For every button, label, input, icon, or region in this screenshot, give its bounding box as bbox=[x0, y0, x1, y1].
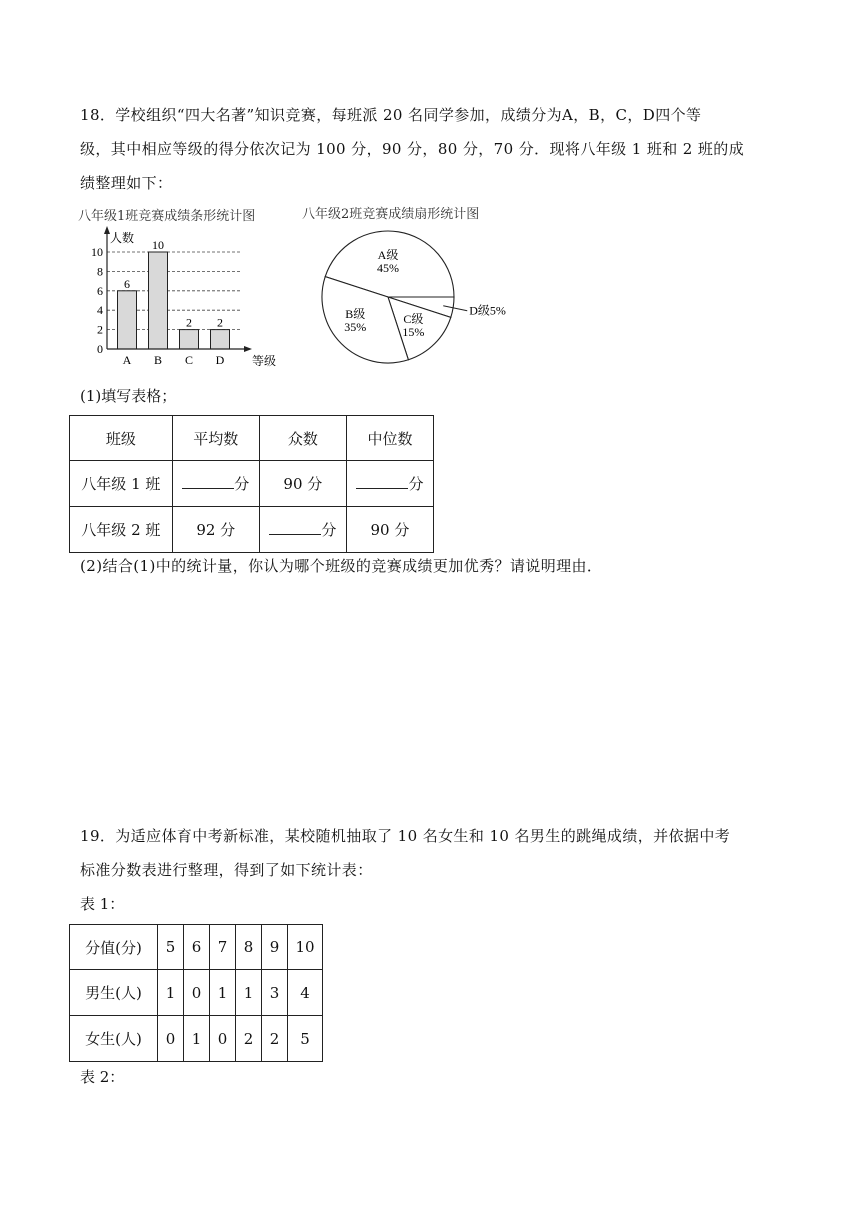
q19-table2-label: 表 2： bbox=[80, 1068, 125, 1086]
y-tick-label: 6 bbox=[97, 283, 103, 298]
q18-th-median: 中位数 bbox=[346, 416, 433, 461]
q18-row2-mean: 92 分 bbox=[172, 507, 259, 553]
table-row bbox=[70, 970, 323, 1016]
q19-header-cell: 6 bbox=[184, 925, 210, 970]
q18-table bbox=[69, 415, 434, 553]
answer-blank[interactable] bbox=[182, 474, 234, 489]
table-row bbox=[70, 507, 434, 553]
q19-stem bbox=[80, 819, 790, 887]
y-tick-label: 8 bbox=[97, 264, 103, 279]
pie-chart-caption: 八年级2班竞赛成绩扇形统计图 bbox=[302, 207, 480, 222]
q18-table-header-row bbox=[70, 416, 434, 461]
q19-cell: 5 bbox=[288, 1016, 323, 1062]
y-tick-label: 4 bbox=[97, 303, 103, 318]
q19-cell: 1 bbox=[236, 970, 262, 1016]
table-row bbox=[70, 461, 434, 507]
pie-label-grade: A级 bbox=[377, 248, 399, 262]
q19-table1 bbox=[69, 924, 323, 1062]
q19-header-label: 分值(分) bbox=[70, 925, 158, 970]
x-axis-label: 等级 bbox=[252, 354, 277, 368]
q18-part1: (1)填写表格； bbox=[80, 387, 177, 405]
x-tick-label: C bbox=[184, 353, 194, 367]
unit-label: 分 bbox=[321, 521, 337, 539]
q18-row2-median: 90 分 bbox=[346, 507, 433, 553]
q19-line-1: 19．为适应体育中考新标准，某校随机抽取了 10 名女生和 10 名男生的跳绳成绩，并依据中考 bbox=[80, 827, 731, 845]
q19-cell: 0 bbox=[158, 1016, 184, 1062]
bar-B bbox=[149, 252, 168, 349]
answer-blank[interactable] bbox=[269, 520, 321, 535]
table-row bbox=[70, 925, 323, 970]
pie-label-outside: D级5% bbox=[469, 303, 506, 318]
q18-line-1: 18．学校组织“四大名著”知识竞赛，每班派 20 名同学参加，成绩分为A，B，C，D四个等 bbox=[80, 106, 702, 124]
q18-th-class: 班级 bbox=[70, 416, 173, 461]
q19-cell: 1 bbox=[184, 1016, 210, 1062]
pie-label-pct: 15% bbox=[402, 325, 425, 340]
q18-row1-class: 八年级 1 班 bbox=[70, 461, 173, 507]
q19-row-label: 男生(人) bbox=[70, 970, 158, 1016]
q18-th-mode: 众数 bbox=[259, 416, 346, 461]
q18-stem bbox=[80, 98, 790, 200]
answer-blank[interactable] bbox=[356, 474, 408, 489]
q19-cell: 1 bbox=[210, 970, 236, 1016]
y-tick-label: 2 bbox=[97, 322, 103, 337]
bar-value-label: 2 bbox=[186, 315, 192, 330]
x-tick-label: D bbox=[215, 353, 225, 367]
q18-row2-mode[interactable] bbox=[259, 507, 346, 553]
q19-cell: 0 bbox=[210, 1016, 236, 1062]
q19-line-2: 标准分数表进行整理，得到了如下统计表： bbox=[80, 861, 373, 879]
q18-row1-mean[interactable] bbox=[172, 461, 259, 507]
q19-header-cell: 5 bbox=[158, 925, 184, 970]
q19-header-cell: 10 bbox=[288, 925, 323, 970]
q19-cell: 2 bbox=[262, 1016, 288, 1062]
q19-header-cell: 7 bbox=[210, 925, 236, 970]
pie-label-pct: 45% bbox=[377, 261, 399, 275]
table-row bbox=[70, 1016, 323, 1062]
unit-label: 分 bbox=[234, 475, 250, 493]
q19-header-cell: 9 bbox=[262, 925, 288, 970]
q18-row1-median[interactable] bbox=[346, 461, 433, 507]
q19-cell: 0 bbox=[184, 970, 210, 1016]
bar-A bbox=[118, 291, 137, 349]
bar-D bbox=[211, 330, 230, 349]
q18-line-2: 级，其中相应等级的得分依次记为 100 分，90 分，80 分，70 分．现将八年级 1 班和 2 班的成 bbox=[80, 140, 745, 158]
bar-C bbox=[180, 330, 199, 349]
bar-value-label: 6 bbox=[124, 276, 130, 291]
unit-label: 分 bbox=[408, 475, 424, 493]
q18-row1-mode: 90 分 bbox=[259, 461, 346, 507]
q18-row2-class: 八年级 2 班 bbox=[70, 507, 173, 553]
y-axis-label: 人数 bbox=[110, 231, 135, 245]
bar-chart bbox=[70, 222, 290, 372]
q19-table1-label: 表 1： bbox=[80, 895, 125, 913]
bar-value-label: 2 bbox=[217, 315, 223, 330]
q18-part2: (2)结合(1)中的统计量，你认为哪个班级的竞赛成绩更加优秀？请说明理由． bbox=[80, 557, 603, 575]
y-tick-label: 0 bbox=[97, 342, 103, 356]
y-tick-label: 10 bbox=[91, 245, 103, 259]
bar-chart-bars bbox=[118, 252, 230, 349]
bar-chart-caption: 八年级1班竞赛成绩条形统计图 bbox=[78, 209, 256, 224]
q18-th-mean: 平均数 bbox=[172, 416, 259, 461]
bar-value-label: 10 bbox=[152, 238, 164, 252]
x-tick-label: A bbox=[122, 353, 132, 367]
pie-label-grade: B级 bbox=[345, 306, 366, 321]
pie-chart bbox=[310, 222, 520, 372]
q19-cell: 2 bbox=[236, 1016, 262, 1062]
q19-row-label: 女生(人) bbox=[70, 1016, 158, 1062]
pie-label-pct: 35% bbox=[344, 319, 367, 334]
x-axis-arrow bbox=[244, 346, 252, 352]
q19-cell: 1 bbox=[158, 970, 184, 1016]
q19-header-cell: 8 bbox=[236, 925, 262, 970]
x-tick-label: B bbox=[153, 353, 163, 367]
q18-line-3: 绩整理如下： bbox=[80, 174, 173, 192]
q19-cell: 4 bbox=[288, 970, 323, 1016]
q19-cell: 3 bbox=[262, 970, 288, 1016]
pie-label-grade: C级 bbox=[403, 312, 424, 327]
